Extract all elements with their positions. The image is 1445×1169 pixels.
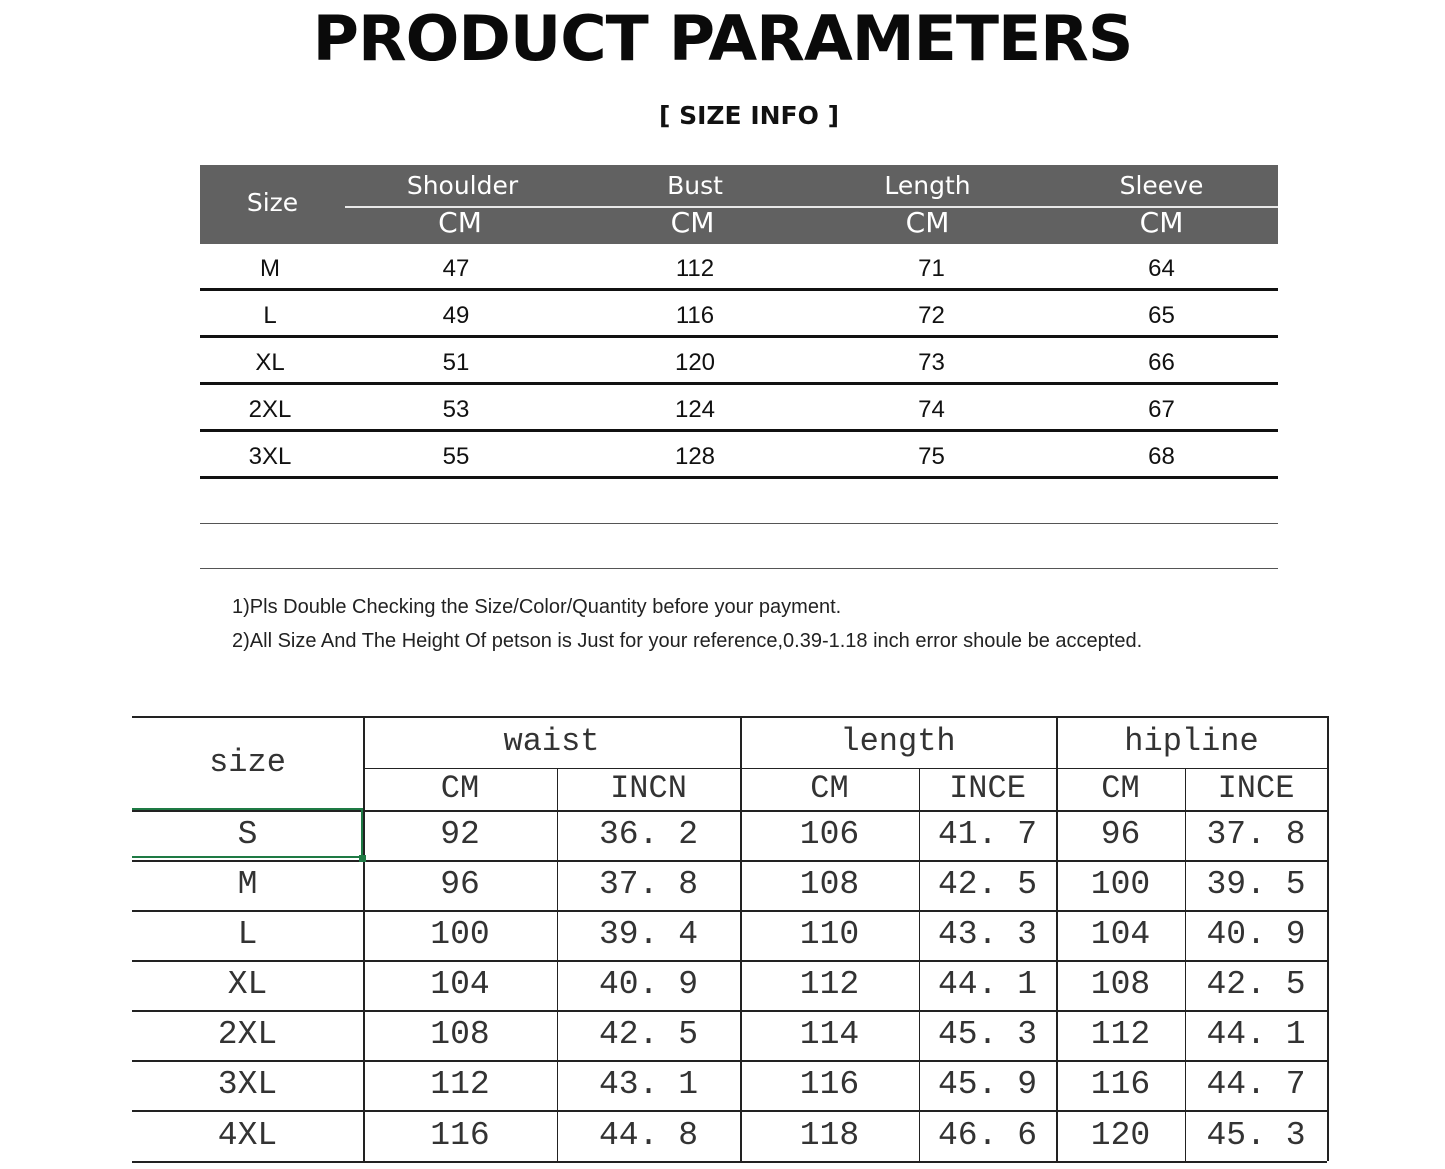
value-cell: 116 bbox=[1090, 1066, 1151, 1103]
value-cell: 104 bbox=[430, 966, 490, 1003]
size-cell: 2XL bbox=[217, 1016, 278, 1053]
header-length: length bbox=[840, 723, 956, 760]
value-cell: 42. 5 bbox=[1206, 966, 1306, 1003]
size-cell: 3XL bbox=[248, 443, 292, 470]
header-size: Size bbox=[246, 188, 299, 217]
unit-header: INCE bbox=[1217, 770, 1295, 807]
value-cell: 124 bbox=[674, 396, 716, 423]
size-table-cm-inch bbox=[132, 716, 1327, 1163]
table-row bbox=[200, 244, 1278, 291]
value-cell: 65 bbox=[1148, 302, 1175, 329]
value-cell: 66 bbox=[1148, 349, 1175, 376]
table-row bbox=[200, 291, 1278, 338]
value-cell: 55 bbox=[442, 443, 470, 470]
size-cell: L bbox=[263, 302, 277, 329]
size-cell: 2XL bbox=[248, 396, 292, 423]
unit-cm: CM bbox=[670, 206, 715, 239]
value-cell: 68 bbox=[1148, 443, 1175, 470]
value-cell: 44. 8 bbox=[598, 1117, 699, 1154]
value-cell: 120 bbox=[1090, 1117, 1151, 1154]
unit-header: CM bbox=[1101, 770, 1140, 807]
unit-cm: CM bbox=[1139, 206, 1184, 239]
page-title: PRODUCT PARAMETERS bbox=[312, 2, 1133, 75]
empty-row bbox=[200, 479, 1278, 524]
value-cell: 49 bbox=[442, 302, 470, 329]
header-bust: Bust bbox=[667, 171, 723, 200]
header-waist: waist bbox=[503, 723, 600, 760]
size-table-header bbox=[200, 165, 1278, 244]
unit-header: CM bbox=[440, 770, 480, 807]
size-cell: 4XL bbox=[217, 1117, 278, 1154]
value-cell: 64 bbox=[1148, 255, 1175, 282]
value-cell: 40. 9 bbox=[598, 966, 699, 1003]
value-cell: 114 bbox=[799, 1016, 860, 1053]
header-length: Length bbox=[884, 171, 971, 200]
value-cell: 42. 5 bbox=[598, 1016, 699, 1053]
value-cell: 100 bbox=[430, 916, 490, 953]
unit-header: CM bbox=[810, 770, 849, 807]
value-cell: 112 bbox=[675, 255, 715, 282]
unit-header: INCN bbox=[610, 770, 687, 807]
value-cell: 37. 8 bbox=[598, 866, 699, 903]
header-sleeve: Sleeve bbox=[1119, 171, 1204, 200]
value-cell: 51 bbox=[442, 349, 470, 376]
row-divider bbox=[132, 1161, 1327, 1163]
value-cell: 41. 7 bbox=[937, 816, 1038, 853]
value-cell: 110 bbox=[799, 916, 860, 953]
value-cell: 116 bbox=[675, 302, 715, 329]
value-cell: 96 bbox=[440, 866, 480, 903]
value-cell: 116 bbox=[430, 1117, 490, 1154]
value-cell: 128 bbox=[674, 443, 716, 470]
size-table-cm bbox=[200, 165, 1278, 569]
value-cell: 67 bbox=[1148, 396, 1175, 423]
value-cell: 118 bbox=[799, 1117, 860, 1154]
value-cell: 42. 5 bbox=[937, 866, 1038, 903]
size-cell: M bbox=[237, 866, 258, 903]
value-cell: 74 bbox=[918, 396, 945, 423]
value-cell: 72 bbox=[918, 302, 945, 329]
value-cell: 45. 3 bbox=[1206, 1117, 1306, 1154]
value-cell: 44. 7 bbox=[1206, 1066, 1306, 1103]
table-row bbox=[200, 432, 1278, 479]
value-cell: 46. 6 bbox=[937, 1117, 1038, 1154]
value-cell: 75 bbox=[918, 443, 945, 470]
size-cell: XL bbox=[255, 349, 285, 376]
value-cell: 120 bbox=[674, 349, 716, 376]
value-cell: 45. 9 bbox=[937, 1066, 1038, 1103]
value-cell: 45. 3 bbox=[937, 1016, 1038, 1053]
value-cell: 39. 5 bbox=[1206, 866, 1306, 903]
size-cell: S bbox=[237, 816, 258, 853]
value-cell: 36. 2 bbox=[598, 816, 699, 853]
table-row bbox=[200, 338, 1278, 385]
unit-header: INCE bbox=[949, 770, 1026, 807]
header-hipline: hipline bbox=[1124, 723, 1259, 760]
header-shoulder: Shoulder bbox=[406, 171, 519, 200]
notes bbox=[232, 590, 1142, 658]
value-cell: 43. 3 bbox=[937, 916, 1038, 953]
unit-cm: CM bbox=[438, 206, 482, 239]
value-cell: 73 bbox=[918, 349, 945, 376]
table-border bbox=[1327, 716, 1329, 1161]
table-row bbox=[200, 385, 1278, 432]
size-cell: XL bbox=[227, 966, 268, 1003]
value-cell: 40. 9 bbox=[1206, 916, 1306, 953]
value-cell: 44. 1 bbox=[1206, 1016, 1306, 1053]
value-cell: 100 bbox=[1090, 866, 1151, 903]
value-cell: 53 bbox=[442, 396, 470, 423]
value-cell: 112 bbox=[1090, 1016, 1151, 1053]
size-cell: L bbox=[237, 916, 258, 953]
value-cell: 96 bbox=[1100, 816, 1141, 853]
size-cell: 3XL bbox=[217, 1066, 278, 1103]
value-cell: 112 bbox=[799, 966, 860, 1003]
value-cell: 104 bbox=[1090, 916, 1151, 953]
note-line: 2)All Size And The Height Of petson is Just for your reference,0.39-1.18 inch error shoule be accepted. bbox=[232, 630, 1143, 652]
value-cell: 108 bbox=[430, 1016, 490, 1053]
note-line: 1)Pls Double Checking the Size/Color/Quantity before your payment. bbox=[232, 596, 842, 618]
value-cell: 116 bbox=[799, 1066, 860, 1103]
value-cell: 44. 1 bbox=[937, 966, 1038, 1003]
value-cell: 108 bbox=[799, 866, 860, 903]
empty-row bbox=[200, 524, 1278, 569]
value-cell: 39. 4 bbox=[598, 916, 699, 953]
value-cell: 92 bbox=[440, 816, 480, 853]
value-cell: 106 bbox=[799, 816, 860, 853]
value-cell: 71 bbox=[918, 255, 945, 282]
value-cell: 37. 8 bbox=[1206, 816, 1306, 853]
size-info-subtitle: [ SIZE INFO ] bbox=[658, 101, 840, 130]
value-cell: 108 bbox=[1090, 966, 1151, 1003]
size-cell: M bbox=[260, 255, 280, 282]
value-cell: 43. 1 bbox=[598, 1066, 699, 1103]
header-size: size bbox=[209, 744, 286, 781]
value-cell: 47 bbox=[442, 255, 470, 282]
unit-cm: CM bbox=[905, 206, 950, 239]
value-cell: 112 bbox=[430, 1066, 490, 1103]
